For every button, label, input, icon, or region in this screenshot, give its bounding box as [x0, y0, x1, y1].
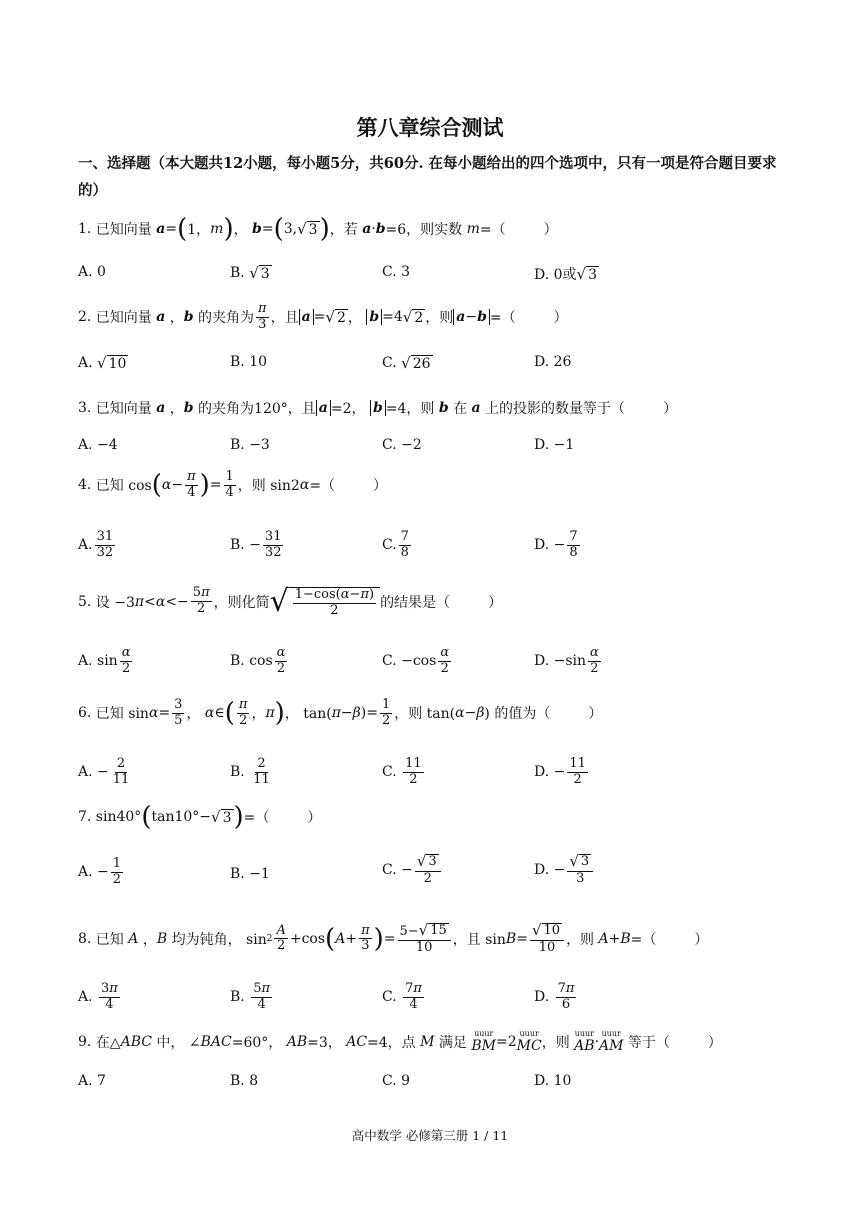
q9-option-b[interactable]: B. 8 [230, 1073, 259, 1089]
page-title: 第八章综合测试 [356, 115, 504, 140]
q2-option-c[interactable]: C. √ 26 [382, 354, 431, 372]
q4-option-c[interactable]: C. $\frac{7}{8}$ [382, 529, 409, 560]
q2-option-d[interactable]: D. 26 [534, 354, 572, 370]
question-9: 9. 在△ ABC 中， ∠ BAC =60°， AB =3， AC =4，点 M 满足 uuur BM =2 uuur MC ，则 uuur AB · uuur AM 等于（ ） [78, 1029, 722, 1054]
q7-option-a[interactable]: A. − $\frac{1}{2}$ [78, 856, 122, 887]
q1-option-a[interactable]: A. 0 [78, 264, 106, 280]
q7-option-b[interactable]: B. −1 [230, 866, 270, 882]
q3-option-d[interactable]: D. −1 [534, 437, 575, 453]
q1-option-c[interactable]: C. 3 [382, 264, 411, 280]
q3-option-a[interactable]: A. −4 [78, 437, 118, 453]
q6-option-d[interactable]: D. − $\frac{11}{2}$ [534, 756, 586, 787]
question-6: 6. 已知 sin α = $\frac{3}{5}$ ， α ∈ ( $\frac{\pi}{2}$ ， π ) ， tan( π − β )= $\frac{1}{2}$ ，则 tan( α − β ) 的值为（ ） [78, 697, 603, 729]
question-2: 2. 已知向量 a ， b 的夹角为 $\frac{\pi}{3}$ ，且 a = √ 2 ， b =4 √ 2 ，则 a−b =（ ） [78, 301, 568, 332]
q3-option-b[interactable]: B. −3 [230, 437, 270, 453]
q1-option-d[interactable]: D. 0或 √ 3 [534, 265, 598, 283]
q7-option-c[interactable]: C. − √ 3 2 [382, 853, 443, 887]
question-1: 1. 已知向量 a = ( 1， m ) ， b = ( 3, √ 3 ) ，若 a · b =6，则实数 m =（ ） [78, 214, 558, 244]
q8-option-a[interactable]: A. $\frac{3\pi}{4}$ [78, 981, 118, 1012]
q4-option-d[interactable]: D. − $\frac{7}{8}$ [534, 529, 578, 560]
q5-option-a[interactable]: A. sin $\frac{\alpha}{2}$ [78, 645, 131, 676]
question-8: 8. 已知 A ， B 均为钝角， sin 2 $\frac{A}{2}$ +cos ( A + $\frac{\pi}{3}$ ) = 5− √ 15 10 ，且 sin B = √ 10 10 ，则 A + B =（ ） [78, 921, 709, 955]
q2-option-b[interactable]: B. 10 [230, 354, 268, 370]
q1-option-b[interactable]: B. √ 3 [230, 264, 270, 282]
q6-option-a[interactable]: A. − $\frac{2}{11}$ [78, 756, 130, 787]
q9-option-a[interactable]: A. 7 [78, 1073, 106, 1089]
question-7: 7. sin40° ( tan10°− √ 3 ) =（ ） [78, 802, 322, 832]
question-4: 4. 已知 cos ( α − $\frac{\pi}{4}$ ) = $\frac{1}{4}$ ，则 sin2 α =（ ） [78, 469, 388, 501]
q9-option-c[interactable]: C. 9 [382, 1073, 411, 1089]
q5-option-d[interactable]: D. −sin $\frac{\alpha}{2}$ [534, 645, 599, 676]
q9-option-d[interactable]: D. 10 [534, 1073, 572, 1089]
q3-option-c[interactable]: C. −2 [382, 437, 422, 453]
q8-option-c[interactable]: C. $\frac{7\pi}{4}$ [382, 981, 422, 1012]
q5-option-b[interactable]: B. cos $\frac{\alpha}{2}$ [230, 645, 286, 676]
page-footer: 高中数学 必修第三册 1 / 11 [351, 1128, 509, 1143]
q4-option-a[interactable]: A. $\frac{31}{32}$ [78, 529, 114, 560]
q5-option-c[interactable]: C. −cos $\frac{\alpha}{2}$ [382, 645, 450, 676]
question-5: 5. 设 −3 π < α <− $\frac{5\pi}{2}$ ，则化简 √ $\frac{1-\cos(\alpha-\pi)}{2}$ 的结果是（ ） [78, 584, 503, 619]
section-heading: 一、选择题（本大题共12小题，每小题5分，共60分. 在每小题给出的四个选项中，只有一项是符合题目要求的） [78, 155, 777, 199]
q6-option-b[interactable]: B. $\frac{2}{11}$ [230, 756, 270, 787]
q8-option-b[interactable]: B. $\frac{5\pi}{4}$ [230, 981, 271, 1012]
q8-option-d[interactable]: D. $\frac{7\pi}{6}$ [534, 981, 575, 1012]
q2-option-a[interactable]: A. √ 10 [78, 354, 127, 372]
q4-option-b[interactable]: B. − $\frac{31}{32}$ [230, 529, 282, 560]
q7-option-d[interactable]: D. − √ 3 3 [534, 853, 595, 887]
question-3: 3. 已知向量 a ， b 的夹角为120°，且 a =2， b =4，则 b 在 a 上的投影的数量等于（ ） [78, 400, 678, 417]
q6-option-c[interactable]: C. $\frac{11}{2}$ [382, 756, 422, 787]
